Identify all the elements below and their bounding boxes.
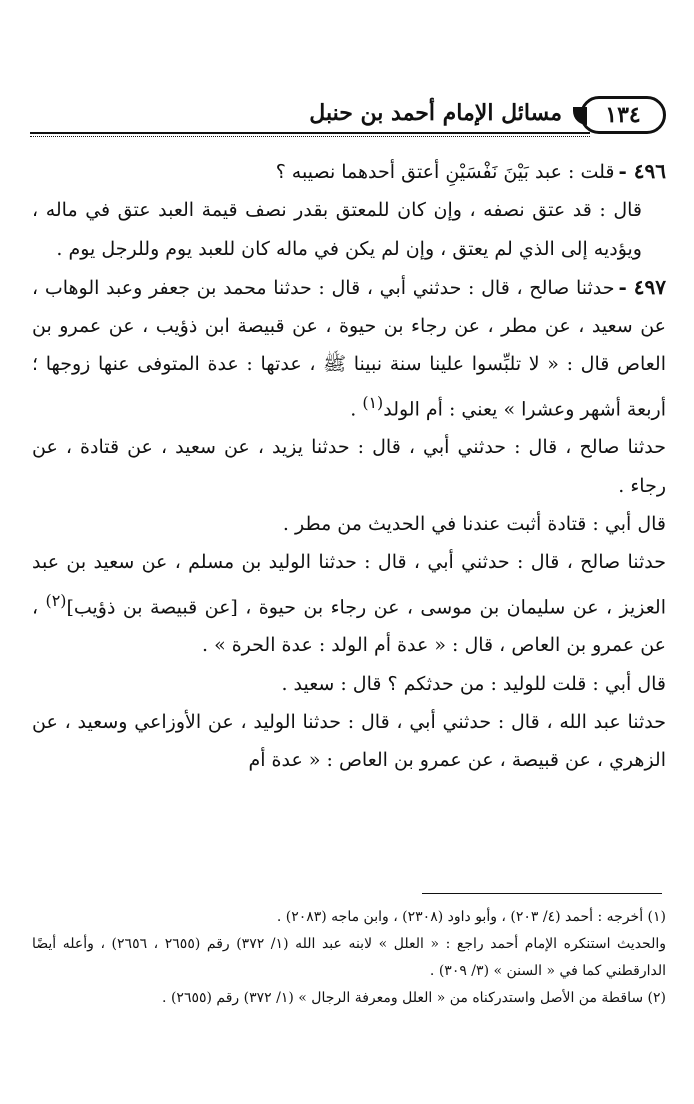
paragraph-4 xyxy=(32,543,666,664)
header-rule xyxy=(30,132,590,137)
footnote-2: (٢) ساقطة من الأصل واستدركناه من « العلل ومعرفة الرجال » (١/ ٣٧٢) رقم (٢٦٥٥) . xyxy=(162,990,666,1006)
paragraph-4-text-a: حدثنا صالح ، قال : حدثني أبي ، قال : حدثنا الوليد بن مسلم ، عن سعيد بن عبد العزيز ، عن سليمان بن موسى ، عن رجاء بن حيوة ، [عن قبيصة بن ذؤيب] xyxy=(32,551,666,618)
running-title: مسائل الإمام أحمد بن حنبل xyxy=(309,100,562,126)
question-496 xyxy=(32,152,666,191)
footnote-ref-1[interactable]: (١) xyxy=(362,392,384,412)
question-497-text: حدثنا صالح ، قال : حدثني أبي ، قال : حدثنا محمد بن جعفر وعبد الوهاب ، عن سعيد ، عن مطر ، عن رجاء بن حيوة ، عن قبيصة ابن ذؤيب ، عن عمرو بن العاص قال : « لا تلبِّسوا علينا سنة نبينا ﷺ ، عدتها : عدة المتوفى عنها زوجها ؛ أربعة أشهر وعشرا » يعني : أم الولد xyxy=(32,276,666,421)
question-497 xyxy=(32,268,666,429)
question-number-497: ٤٩٧ - xyxy=(618,274,666,299)
footnote-ref-2[interactable]: (٢) xyxy=(45,590,67,610)
answer-496: قال : قد عتق نصفه ، وإن كان للمعتق بقدر نصف قيمة العبد عتق في ماله ، ويؤديه إلى الذي لم يعتق ، وإن لم يكن في ماله كان للعبد يوم وللرجل يوم . xyxy=(32,199,642,260)
page-number: ١٣٤ xyxy=(605,102,641,128)
main-text xyxy=(32,152,666,779)
footnote-1-line-2: والحديث استنكره الإمام أحمد راجع : « العلل » لابنه عبد الله (١/ ٣٧٢) رقم (٢٦٥٥ ، ٢٦٥٦) ، وأعله أيضًا الدارقطني كما في « السنن » (٣/ ٣٠٩) . xyxy=(32,936,667,979)
question-number-496: ٤٩٦ - xyxy=(618,159,666,183)
paragraph-3: قال أبي : قتادة أثبت عندنا في الحديث من مطر . xyxy=(282,513,666,535)
paragraph-6: حدثنا عبد الله ، قال : حدثني أبي ، قال : حدثنا الوليد ، عن الأوزاعي وسعيد ، عن الزهري ، عن قبيصة ، عن عمرو بن العاص : « عدة أم xyxy=(32,710,666,772)
question-497-end: . xyxy=(350,398,363,421)
page-header xyxy=(30,96,666,138)
footnote-divider xyxy=(422,893,662,894)
paragraph-4-text-b: ، عن عمرو بن العاص ، قال : « عدة أم الولد : عدة الحرة » . xyxy=(32,595,666,657)
question-496-text: قلت : عبد بَيْنَ نَفْسَيْنِ أعتق أحدهما نصيبه ؟ xyxy=(275,161,615,183)
page-number-badge xyxy=(580,96,666,134)
paragraph-5: قال أبي : قلت للوليد : من حدثكم ؟ قال : سعيد . xyxy=(281,672,666,695)
paragraph-2: حدثنا صالح ، قال : حدثني أبي ، قال : حدثنا يزيد ، عن سعيد ، عن قتادة ، عن رجاء . xyxy=(32,436,666,497)
footnote-1-line-1: (١) أخرجه : أحمد (٤/ ٢٠٣) ، وأبو داود (٢٣٠٨) ، وابن ماجه (٢٠٨٣) . xyxy=(276,909,666,925)
footnotes xyxy=(32,904,666,1012)
